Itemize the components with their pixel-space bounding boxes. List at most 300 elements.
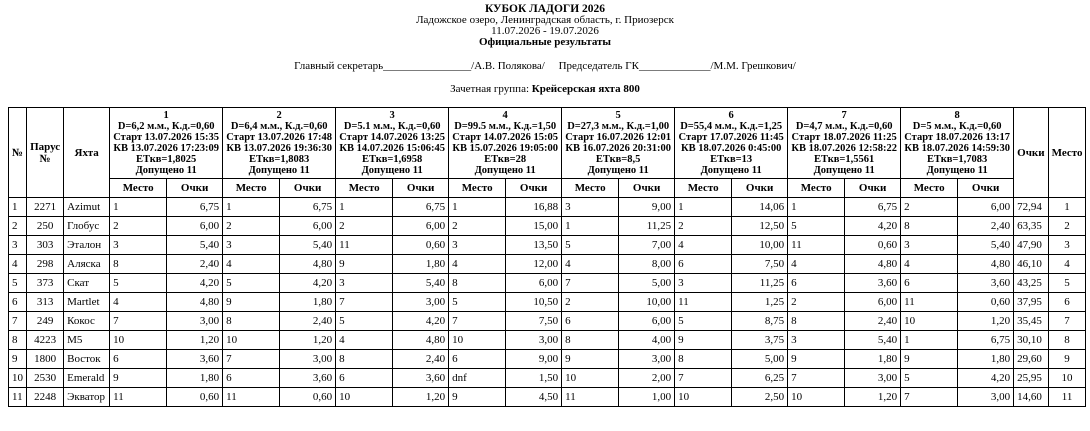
race-points: 1,00 — [619, 388, 675, 407]
race-place: dnf — [449, 369, 506, 388]
total-points: 25,95 — [1014, 369, 1048, 388]
race-header-7 — [788, 108, 901, 179]
race-points: 3,60 — [167, 350, 223, 369]
signatures — [0, 60, 1090, 74]
race-kv: КВ 13.07.2026 19:36:30 — [226, 143, 332, 154]
race-points: 7,00 — [619, 236, 675, 255]
race-place: 11 — [110, 388, 167, 407]
sail-number: 298 — [27, 255, 64, 274]
race-num: 1 — [163, 110, 169, 121]
yacht-name: Кокос — [64, 312, 110, 331]
race-etkv: ЕТкв=1,8025 — [135, 154, 197, 165]
race-place: 6 — [788, 274, 845, 293]
chairman-signature: Председатель ГК_____________/М.М. Грешкович/ — [558, 60, 796, 72]
row-number: 9 — [9, 350, 27, 369]
race-place: 7 — [336, 293, 393, 312]
race-points: 11,25 — [732, 274, 788, 293]
row-number: 1 — [9, 198, 27, 217]
race-points: 9,00 — [506, 350, 562, 369]
col-race-points: Очки — [506, 179, 562, 198]
race-num: 7 — [841, 110, 847, 121]
final-place: 3 — [1048, 236, 1086, 255]
col-total-points: Очки — [1014, 108, 1048, 198]
race-points: 3,60 — [845, 274, 901, 293]
race-points: 6,25 — [732, 369, 788, 388]
race-header-8 — [901, 108, 1014, 179]
race-start: Старт 13.07.2026 17:48 — [226, 132, 333, 143]
race-num: 2 — [276, 110, 282, 121]
race-d: D=4,7 м.м., К.д.=0,60 — [795, 121, 893, 132]
race-etkv: ЕТкв=28 — [484, 154, 527, 165]
race-points: 6,75 — [958, 331, 1014, 350]
race-points: 1,80 — [845, 350, 901, 369]
race-place: 5 — [336, 312, 393, 331]
race-place: 2 — [449, 217, 506, 236]
race-place: 11 — [336, 236, 393, 255]
race-place: 8 — [110, 255, 167, 274]
sail-number: 303 — [27, 236, 64, 255]
race-place: 3 — [110, 236, 167, 255]
final-place: 5 — [1048, 274, 1086, 293]
race-points: 7,50 — [506, 312, 562, 331]
race-start: Старт 17.07.2026 11:45 — [678, 132, 784, 143]
race-place: 2 — [788, 293, 845, 312]
race-points: 4,80 — [845, 255, 901, 274]
results-body — [9, 198, 1086, 407]
race-place: 8 — [901, 217, 958, 236]
race-points: 4,80 — [280, 255, 336, 274]
official-results-label: Официальные результаты — [478, 36, 612, 48]
col-race-points: Очки — [393, 179, 449, 198]
race-place: 9 — [675, 331, 732, 350]
total-points: 14,60 — [1014, 388, 1048, 407]
race-place: 4 — [223, 255, 280, 274]
race-place: 1 — [449, 198, 506, 217]
race-points: 6,00 — [167, 217, 223, 236]
race-points: 2,40 — [958, 217, 1014, 236]
race-admitted: Допущено 11 — [248, 165, 310, 176]
race-place: 6 — [110, 350, 167, 369]
table-row — [9, 274, 1086, 293]
col-race-points: Очки — [167, 179, 223, 198]
race-points: 6,75 — [280, 198, 336, 217]
race-place: 1 — [110, 198, 167, 217]
race-points: 8,00 — [619, 255, 675, 274]
race-admitted: Допущено 11 — [587, 165, 649, 176]
race-points: 0,60 — [167, 388, 223, 407]
race-place: 8 — [562, 331, 619, 350]
yacht-name: Azimut — [64, 198, 110, 217]
race-points: 1,20 — [280, 331, 336, 350]
race-kv: КВ 16.07.2026 20:31:00 — [565, 143, 671, 154]
row-number: 5 — [9, 274, 27, 293]
col-sail: Парус № — [27, 108, 64, 198]
race-place: 4 — [336, 331, 393, 350]
race-points: 0,60 — [280, 388, 336, 407]
race-points: 6,00 — [845, 293, 901, 312]
race-place: 3 — [675, 274, 732, 293]
race-header-3 — [336, 108, 449, 179]
race-place: 7 — [788, 369, 845, 388]
race-place: 10 — [110, 331, 167, 350]
yacht-name: M5 — [64, 331, 110, 350]
race-start: Старт 16.07.2026 12:01 — [565, 132, 672, 143]
race-place: 3 — [449, 236, 506, 255]
race-points: 5,40 — [280, 236, 336, 255]
race-header-1 — [110, 108, 223, 179]
race-points: 6,75 — [167, 198, 223, 217]
race-place: 5 — [901, 369, 958, 388]
race-place: 11 — [788, 236, 845, 255]
race-place: 8 — [788, 312, 845, 331]
race-points: 2,40 — [393, 350, 449, 369]
race-place: 6 — [675, 255, 732, 274]
table-row — [9, 312, 1086, 331]
col-race-place: Место — [223, 179, 280, 198]
race-place: 2 — [562, 293, 619, 312]
race-points: 0,60 — [845, 236, 901, 255]
race-place: 2 — [223, 217, 280, 236]
race-place: 5 — [223, 274, 280, 293]
row-number: 10 — [9, 369, 27, 388]
race-place: 8 — [449, 274, 506, 293]
race-points: 6,75 — [393, 198, 449, 217]
race-points: 11,25 — [619, 217, 675, 236]
race-points: 1,20 — [393, 388, 449, 407]
race-place: 4 — [562, 255, 619, 274]
race-points: 1,20 — [167, 331, 223, 350]
race-start: Старт 13.07.2026 15:35 — [113, 132, 220, 143]
race-points: 1,20 — [958, 312, 1014, 331]
race-place: 8 — [675, 350, 732, 369]
race-place: 10 — [675, 388, 732, 407]
race-points: 1,80 — [280, 293, 336, 312]
yacht-name: Экватор — [64, 388, 110, 407]
race-place: 4 — [110, 293, 167, 312]
race-points: 3,00 — [619, 350, 675, 369]
race-kv: КВ 15.07.2026 19:05:00 — [452, 143, 558, 154]
final-place: 9 — [1048, 350, 1086, 369]
race-num: 3 — [389, 110, 395, 121]
race-place: 6 — [901, 274, 958, 293]
race-points: 1,80 — [958, 350, 1014, 369]
race-place: 6 — [336, 369, 393, 388]
table-row — [9, 255, 1086, 274]
race-points: 6,00 — [393, 217, 449, 236]
race-header-6 — [675, 108, 788, 179]
document-header — [0, 0, 1090, 48]
col-race-place: Место — [562, 179, 619, 198]
race-place: 9 — [449, 388, 506, 407]
race-points: 10,50 — [506, 293, 562, 312]
final-place: 6 — [1048, 293, 1086, 312]
race-points: 6,00 — [280, 217, 336, 236]
race-points: 4,20 — [845, 217, 901, 236]
race-place: 7 — [901, 388, 958, 407]
race-points: 15,00 — [506, 217, 562, 236]
total-points: 37,95 — [1014, 293, 1048, 312]
total-points: 30,10 — [1014, 331, 1048, 350]
yacht-name: Martlet — [64, 293, 110, 312]
race-admitted: Допущено 11 — [361, 165, 423, 176]
race-etkv: ЕТкв=1,7083 — [926, 154, 988, 165]
race-points: 10,00 — [732, 236, 788, 255]
race-d: D=55,4 м.м., К.д.=1,25 — [680, 121, 783, 132]
race-points: 4,80 — [393, 331, 449, 350]
race-place: 1 — [562, 217, 619, 236]
race-kv: КВ 18.07.2026 0:45:00 — [680, 143, 782, 154]
col-race-points: Очки — [732, 179, 788, 198]
race-points: 3,00 — [506, 331, 562, 350]
table-row — [9, 236, 1086, 255]
final-place: 10 — [1048, 369, 1086, 388]
race-points: 3,00 — [958, 388, 1014, 407]
race-d: D=6,2 м.м., К.д.=0,60 — [117, 121, 215, 132]
race-points: 4,20 — [958, 369, 1014, 388]
total-points: 72,94 — [1014, 198, 1048, 217]
race-points: 2,00 — [619, 369, 675, 388]
col-race-points: Очки — [280, 179, 336, 198]
race-d: D=27,3 м.м., К.д.=1,00 — [567, 121, 670, 132]
race-place: 9 — [901, 350, 958, 369]
yacht-name: Скат — [64, 274, 110, 293]
race-place: 3 — [788, 331, 845, 350]
yacht-name: Аляска — [64, 255, 110, 274]
race-place: 3 — [336, 274, 393, 293]
table-row — [9, 350, 1086, 369]
sail-number: 2271 — [27, 198, 64, 217]
race-points: 0,60 — [958, 293, 1014, 312]
sail-number: 313 — [27, 293, 64, 312]
race-place: 6 — [223, 369, 280, 388]
race-points: 1,80 — [393, 255, 449, 274]
race-points: 13,50 — [506, 236, 562, 255]
race-points: 3,00 — [280, 350, 336, 369]
race-place: 5 — [788, 217, 845, 236]
race-place: 11 — [675, 293, 732, 312]
race-points: 1,20 — [845, 388, 901, 407]
race-points: 16,88 — [506, 198, 562, 217]
row-number: 6 — [9, 293, 27, 312]
sail-number: 2530 — [27, 369, 64, 388]
race-points: 8,75 — [732, 312, 788, 331]
race-place: 1 — [788, 198, 845, 217]
race-place: 7 — [223, 350, 280, 369]
total-points: 46,10 — [1014, 255, 1048, 274]
total-points: 47,90 — [1014, 236, 1048, 255]
race-place: 8 — [223, 312, 280, 331]
race-points: 6,00 — [958, 198, 1014, 217]
race-admitted: Допущено 11 — [813, 165, 875, 176]
race-points: 4,20 — [280, 274, 336, 293]
race-points: 12,50 — [732, 217, 788, 236]
row-number: 8 — [9, 331, 27, 350]
race-place: 3 — [562, 198, 619, 217]
race-place: 5 — [675, 312, 732, 331]
race-admitted: Допущено 11 — [700, 165, 762, 176]
race-points: 6,00 — [619, 312, 675, 331]
race-etkv: ЕТкв=1,8083 — [248, 154, 310, 165]
race-points: 0,60 — [393, 236, 449, 255]
race-header-2 — [223, 108, 336, 179]
final-place: 7 — [1048, 312, 1086, 331]
table-row — [9, 369, 1086, 388]
total-points: 29,60 — [1014, 350, 1048, 369]
race-points: 7,50 — [732, 255, 788, 274]
race-place: 2 — [110, 217, 167, 236]
race-place: 5 — [449, 293, 506, 312]
race-admitted: Допущено 11 — [474, 165, 536, 176]
yacht-name: Восток — [64, 350, 110, 369]
race-points: 4,20 — [167, 274, 223, 293]
race-num: 8 — [954, 110, 960, 121]
race-points: 10,00 — [619, 293, 675, 312]
race-place: 3 — [901, 236, 958, 255]
race-place: 11 — [901, 293, 958, 312]
regatta-location: Ладожское озеро, Ленинградская область, г. Приозерск — [416, 14, 674, 26]
col-yacht: Яхта — [64, 108, 110, 198]
race-kv: КВ 14.07.2026 15:06:45 — [339, 143, 445, 154]
race-place: 7 — [675, 369, 732, 388]
race-kv: КВ 18.07.2026 12:58:22 — [791, 143, 897, 154]
race-points: 5,00 — [619, 274, 675, 293]
header-row-subcols — [9, 179, 1086, 198]
final-place: 11 — [1048, 388, 1086, 407]
race-d: D=5.1 м.м., К.д.=0,60 — [343, 121, 441, 132]
race-place: 10 — [901, 312, 958, 331]
col-race-place: Место — [901, 179, 958, 198]
sail-number: 4223 — [27, 331, 64, 350]
sail-number: 250 — [27, 217, 64, 236]
race-etkv: ЕТкв=13 — [710, 154, 753, 165]
col-race-place: Место — [110, 179, 167, 198]
col-race-points: Очки — [958, 179, 1014, 198]
sail-number: 1800 — [27, 350, 64, 369]
race-points: 5,40 — [845, 331, 901, 350]
race-place: 4 — [788, 255, 845, 274]
total-points: 35,45 — [1014, 312, 1048, 331]
race-admitted: Допущено 11 — [926, 165, 988, 176]
row-number: 2 — [9, 217, 27, 236]
race-place: 1 — [901, 331, 958, 350]
race-etkv: ЕТкв=1,5561 — [813, 154, 875, 165]
race-place: 7 — [562, 274, 619, 293]
table-row — [9, 293, 1086, 312]
race-place: 11 — [223, 388, 280, 407]
race-kv: КВ 13.07.2026 17:23:09 — [113, 143, 219, 154]
regatta-title: КУБОК ЛАДОГИ 2026 — [484, 3, 606, 15]
race-points: 5,40 — [393, 274, 449, 293]
race-points: 3,00 — [167, 312, 223, 331]
race-points: 3,75 — [732, 331, 788, 350]
yacht-name: Глобус — [64, 217, 110, 236]
race-points: 2,40 — [845, 312, 901, 331]
race-points: 2,50 — [732, 388, 788, 407]
header-row-races — [9, 108, 1086, 179]
race-place: 9 — [562, 350, 619, 369]
race-place: 6 — [562, 312, 619, 331]
scoring-group-name: Крейсерская яхта 800 — [531, 83, 640, 95]
race-place: 11 — [562, 388, 619, 407]
table-row — [9, 388, 1086, 407]
race-num: 5 — [615, 110, 621, 121]
col-race-place: Место — [788, 179, 845, 198]
race-points: 1,25 — [732, 293, 788, 312]
yacht-name: Emerald — [64, 369, 110, 388]
final-place: 4 — [1048, 255, 1086, 274]
race-points: 3,60 — [280, 369, 336, 388]
race-place: 1 — [336, 198, 393, 217]
race-place: 7 — [110, 312, 167, 331]
race-d: D=99.5 м.м., К.д.=1,50 — [454, 121, 557, 132]
sail-number: 2248 — [27, 388, 64, 407]
final-place: 1 — [1048, 198, 1086, 217]
table-row — [9, 198, 1086, 217]
race-points: 6,75 — [845, 198, 901, 217]
race-d: D=6,4 м.м., К.д.=0,60 — [230, 121, 328, 132]
race-place: 10 — [562, 369, 619, 388]
race-points: 5,00 — [732, 350, 788, 369]
race-points: 12,00 — [506, 255, 562, 274]
race-points: 3,00 — [845, 369, 901, 388]
race-admitted: Допущено 11 — [135, 165, 197, 176]
secretary-signature: Главный секретарь________________/А.В. Полякова/ — [294, 60, 545, 72]
row-number: 4 — [9, 255, 27, 274]
race-points: 4,20 — [393, 312, 449, 331]
race-place: 10 — [223, 331, 280, 350]
results-table — [8, 107, 1086, 407]
race-points: 5,40 — [958, 236, 1014, 255]
race-points: 3,00 — [393, 293, 449, 312]
race-place: 4 — [675, 236, 732, 255]
table-row — [9, 331, 1086, 350]
sail-number: 373 — [27, 274, 64, 293]
sail-number: 249 — [27, 312, 64, 331]
race-start: Старт 14.07.2026 13:25 — [339, 132, 446, 143]
col-race-place: Место — [336, 179, 393, 198]
yacht-name: Эталон — [64, 236, 110, 255]
race-place: 1 — [223, 198, 280, 217]
race-place: 10 — [449, 331, 506, 350]
col-race-place: Место — [675, 179, 732, 198]
race-points: 5,40 — [167, 236, 223, 255]
race-place: 4 — [901, 255, 958, 274]
race-header-4 — [449, 108, 562, 179]
race-place: 10 — [788, 388, 845, 407]
race-place: 6 — [449, 350, 506, 369]
regatta-dates: 11.07.2026 - 19.07.2026 — [491, 25, 599, 37]
scoring-group — [0, 83, 1090, 97]
col-race-points: Очки — [619, 179, 675, 198]
row-number: 7 — [9, 312, 27, 331]
final-place: 8 — [1048, 331, 1086, 350]
race-place: 2 — [901, 198, 958, 217]
race-place: 4 — [449, 255, 506, 274]
race-points: 1,50 — [506, 369, 562, 388]
race-points: 4,50 — [506, 388, 562, 407]
race-header-5 — [562, 108, 675, 179]
race-num: 6 — [728, 110, 734, 121]
race-points: 1,80 — [167, 369, 223, 388]
race-points: 6,00 — [506, 274, 562, 293]
race-points: 3,60 — [393, 369, 449, 388]
race-kv: КВ 18.07.2026 14:59:30 — [904, 143, 1010, 154]
scoring-group-label: Зачетная группа: — [450, 83, 530, 95]
race-start: Старт 18.07.2026 11:25 — [791, 132, 897, 143]
table-row — [9, 217, 1086, 236]
race-points: 4,80 — [167, 293, 223, 312]
race-points: 2,40 — [280, 312, 336, 331]
